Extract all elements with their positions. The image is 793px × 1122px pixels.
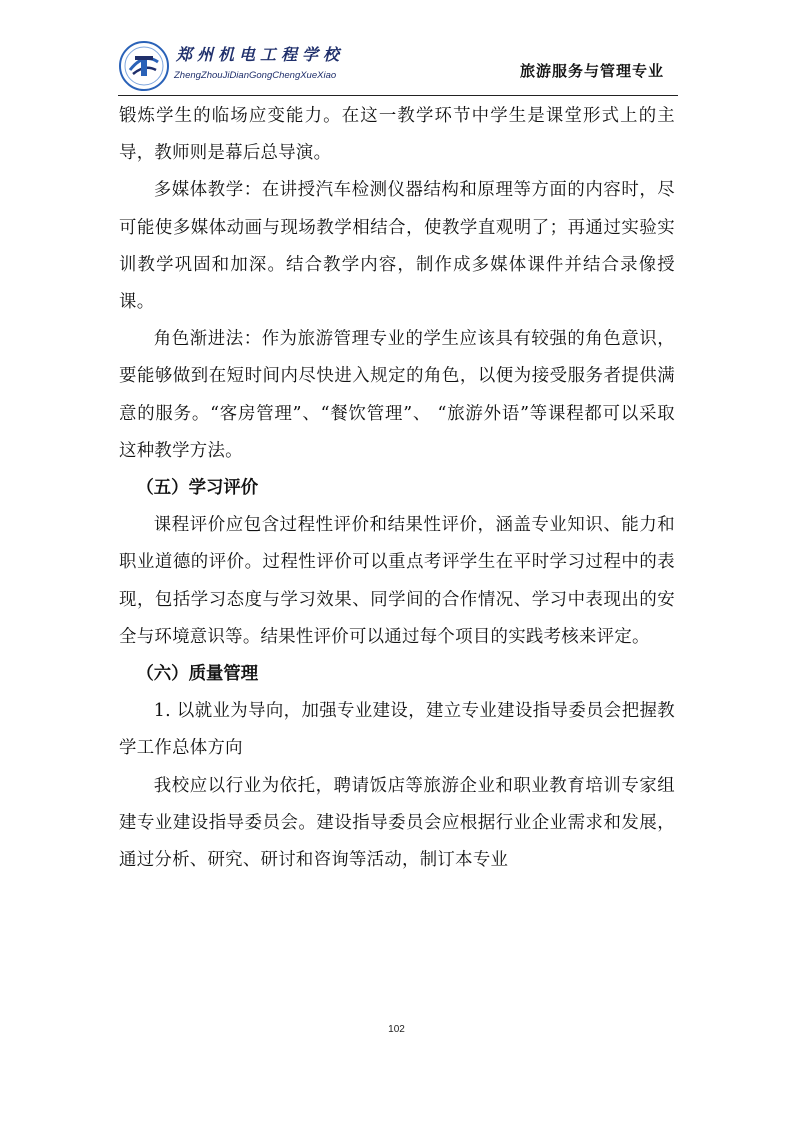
paragraph: 多媒体教学：在讲授汽车检测仪器结构和原理等方面的内容时，尽可能使多媒体动画与现场教学相结合，使教学直观明了；再通过实验实训教学巩固和加深。结合教学内容，制作成多媒体课件并结合录像授课。 xyxy=(119,180,675,313)
school-name-cn: 郑州机电工程学校 xyxy=(176,45,345,64)
paragraph: 角色渐进法：作为旅游管理专业的学生应该具有较强的角色意识，要能够做到在短时间内尽快进入规定的角色，以便为接受服务者提供满意的服务。“客房管理”、“餐饮管理”、 “旅游外语”等课程都可以采取这种教学方法。 xyxy=(119,329,675,461)
document-body xyxy=(119,98,675,879)
page-number: 102 xyxy=(388,1024,405,1035)
paragraph: 我校应以行业为依托，聘请饭店等旅游企业和职业教育培训专家组建专业建设指导委员会。建设指导委员会应根据行业企业需求和发展，通过分析、研究、研讨和咨询等活动，制订本专业 xyxy=(119,775,675,871)
school-logo-icon xyxy=(118,40,170,92)
paragraph: 锻炼学生的临场应变能力。在这一教学环节中学生是课堂形式上的主导，教师则是幕后总导演。 xyxy=(119,106,675,164)
page-header xyxy=(118,36,678,96)
major-title: 旅游服务与管理专业 xyxy=(519,62,664,80)
section-heading: （五）学习评价 xyxy=(136,478,259,499)
section-heading: （六）质量管理 xyxy=(136,664,259,685)
paragraph: 课程评价应包含过程性评价和结果性评价，涵盖专业知识、能力和职业道德的评价。过程性评价可以重点考评学生在平时学习过程中的表现，包括学习态度与学习效果、同学间的合作情况、学习中表现出的安全与环境意识等。结果性评价可以通过每个项目的实践考核来评定。 xyxy=(119,515,675,647)
header-rule xyxy=(118,95,678,96)
paragraph: 1. 以就业为导向，加强专业建设，建立专业建设指导委员会把握教学工作总体方向 xyxy=(119,701,675,759)
school-name-en: ZhengZhouJiDianGongChengXueXiao xyxy=(174,70,337,81)
